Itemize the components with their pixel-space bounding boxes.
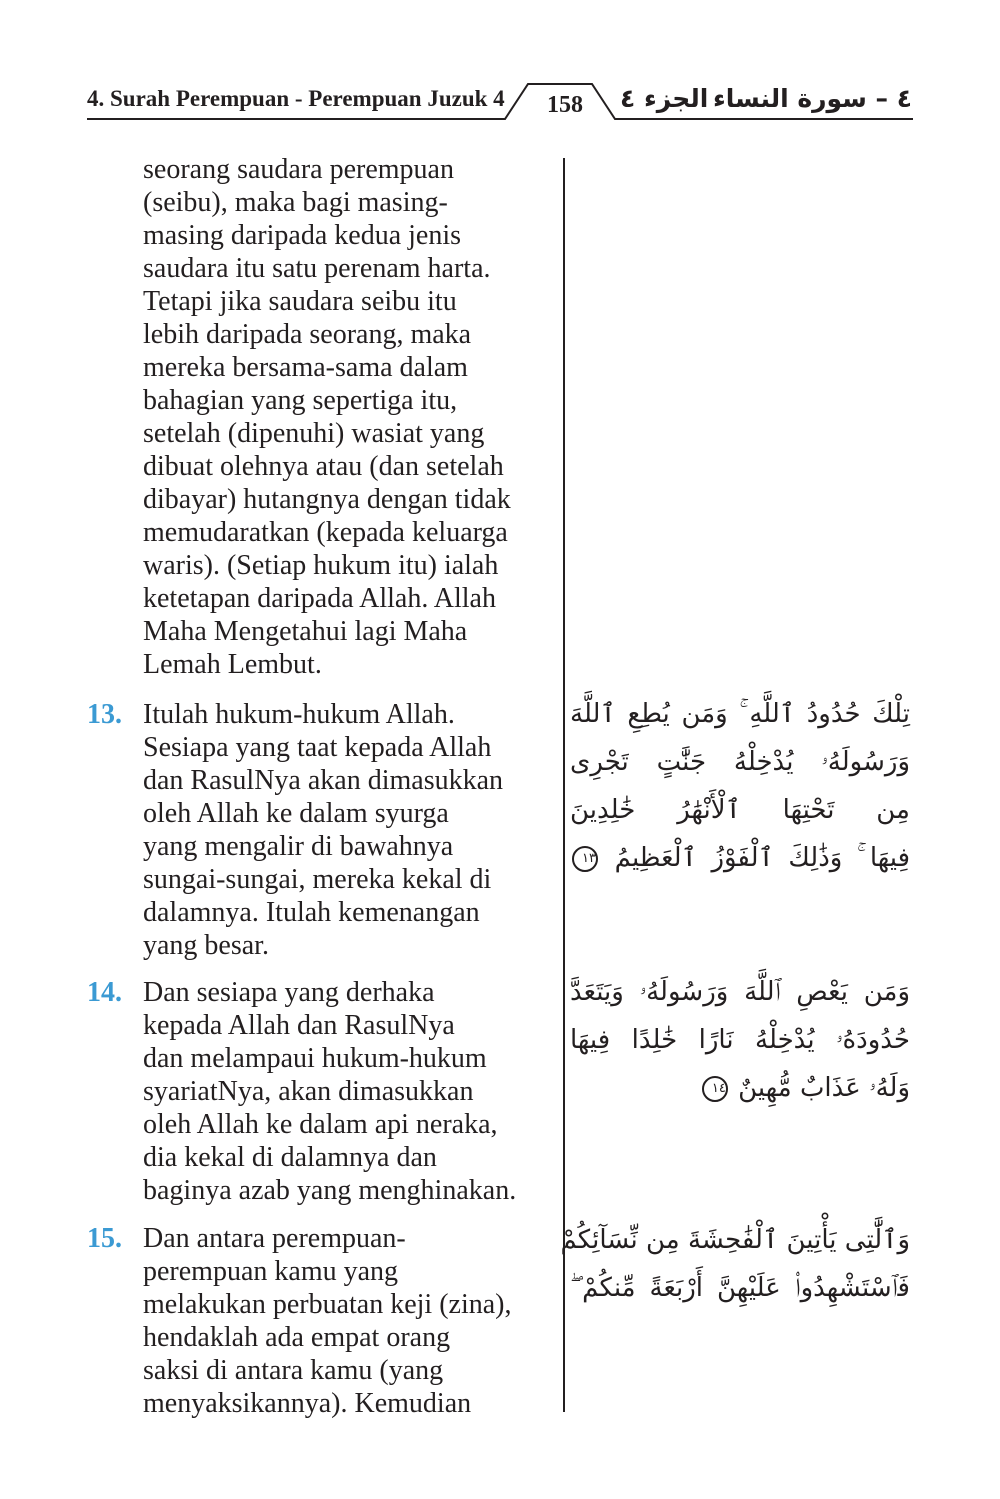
arabic-line: وَمَن يَعْصِ ٱللَّهَ وَرَسُولَهُۥ وَيَتَعَدَّ <box>570 977 910 1007</box>
ayah-number-marker: ١٣ <box>572 846 598 872</box>
text-line: melakukan perbuatan keji (zina), <box>143 1289 512 1320</box>
text-line: ketetapan daripada Allah. Allah <box>143 583 496 614</box>
arabic-text: فِيهَا ۚ وَذَٰلِكَ ٱلْفَوْزُ ٱلْعَظِيمُ <box>614 843 911 873</box>
text-line: dan melampaui hukum-hukum <box>143 1043 487 1074</box>
text-line: dalamnya. Itulah kemenangan <box>143 897 480 928</box>
arabic-line: تِلْكَ حُدُودُ ٱللَّهِ ۚ وَمَن يُطِعِ ٱللَّهَ <box>570 699 910 729</box>
verse-number-13: 13. <box>87 699 122 730</box>
header-rule <box>0 0 1000 130</box>
text-line: Itulah hukum-hukum Allah. <box>143 699 455 730</box>
text-line: masing daripada kedua jenis <box>143 220 462 251</box>
verse-15-translation <box>143 1222 553 1420</box>
text-line: waris). (Setiap hukum itu) ialah <box>143 550 499 581</box>
text-line: yang mengalir di bawahnya <box>143 831 454 862</box>
text-line: saudara itu satu perenam harta. <box>143 253 491 284</box>
text-line: Tetapi jika saudara seibu itu <box>143 286 457 317</box>
text-line: saksi di antara kamu (yang <box>143 1355 444 1386</box>
text-line: sungai-sungai, mereka kekal di <box>143 864 492 895</box>
page-number: 158 <box>547 92 583 118</box>
text-line: perempuan kamu yang <box>143 1256 399 1287</box>
verse-14-translation <box>143 976 553 1207</box>
verse-number-14: 14. <box>87 977 122 1008</box>
ayah-number-marker: ١٤ <box>702 1076 728 1102</box>
text-line: Lemah Lembut. <box>143 649 322 680</box>
verse-number-15: 15. <box>87 1223 122 1254</box>
arabic-line-last <box>570 1064 910 1112</box>
header-surah-arabic: ٤ – سورة النساء <box>712 84 912 113</box>
text-line: mereka bersama-sama dalam <box>143 352 468 383</box>
text-line: lebih daripada seorang, maka <box>143 319 472 350</box>
text-line: oleh Allah ke dalam syurga <box>143 798 449 829</box>
header-juz-arabic: الجزء ٤ <box>620 84 709 113</box>
header-surah-title: 4. Surah Perempuan - Perempuan Juzuk 4 <box>87 86 505 111</box>
text-line: setelah (dipenuhi) wasiat yang <box>143 418 485 449</box>
text-line: oleh Allah ke dalam api neraka, <box>143 1109 498 1140</box>
text-line: dibuat olehnya atau (dan setelah <box>143 451 504 482</box>
arabic-text: وَلَهُۥ عَذَابٌ مُّهِينٌ <box>738 1073 910 1103</box>
text-line: dia kekal di dalamnya dan <box>143 1142 437 1173</box>
text-line: baginya azab yang menghinakan. <box>143 1175 517 1206</box>
text-line: kepada Allah dan RasulNya <box>143 1010 455 1041</box>
text-line: memudaratkan (kepada keluarga <box>143 517 508 548</box>
arabic-line: وَٱلَّٰتِى يَأْتِينَ ٱلْفَٰحِشَةَ مِن نِّسَآئِكُمْ <box>560 1225 910 1255</box>
arabic-line: فَٱسْتَشْهِدُوا۟ عَلَيْهِنَّ أَرْبَعَةً مِّنكُمْ ۖ <box>570 1273 910 1303</box>
text-line: Dan sesiapa yang derhaka <box>143 977 435 1008</box>
text-line: bahagian yang sepertiga itu, <box>143 385 458 416</box>
verse-13-arabic <box>570 690 910 882</box>
text-line: seorang saudara perempuan <box>143 154 454 185</box>
text-line: Sesiapa yang taat kepada Allah <box>143 732 492 763</box>
text-line: yang besar. <box>143 930 269 961</box>
continuation-text <box>143 153 553 681</box>
arabic-line-last <box>570 834 910 882</box>
verse-14-arabic <box>570 968 910 1112</box>
text-line: Dan antara perempuan- <box>143 1223 406 1254</box>
text-line: dan RasulNya akan dimasukkan <box>143 765 504 796</box>
verse-13-translation <box>143 698 553 962</box>
arabic-line: وَرَسُولَهُۥ يُدْخِلْهُ جَنَّٰتٍ تَجْرِى <box>570 747 910 777</box>
arabic-line: حُدُودَهُۥ يُدْخِلْهُ نَارًا خَٰلِدًا فِيهَا <box>570 1025 910 1055</box>
arabic-line: مِن تَحْتِهَا ٱلْأَنْهَٰرُ خَٰلِدِينَ <box>570 795 910 825</box>
text-line: hendaklah ada empat orang <box>143 1322 451 1353</box>
verse-15-arabic <box>560 1216 910 1312</box>
text-line: menyaksikannya). Kemudian <box>143 1388 472 1419</box>
text-line: Maha Mengetahui lagi Maha <box>143 616 468 647</box>
text-line: (seibu), maka bagi masing- <box>143 187 448 218</box>
text-line: syariatNya, akan dimasukkan <box>143 1076 474 1107</box>
text-line: dibayar) hutangnya dengan tidak <box>143 484 511 515</box>
